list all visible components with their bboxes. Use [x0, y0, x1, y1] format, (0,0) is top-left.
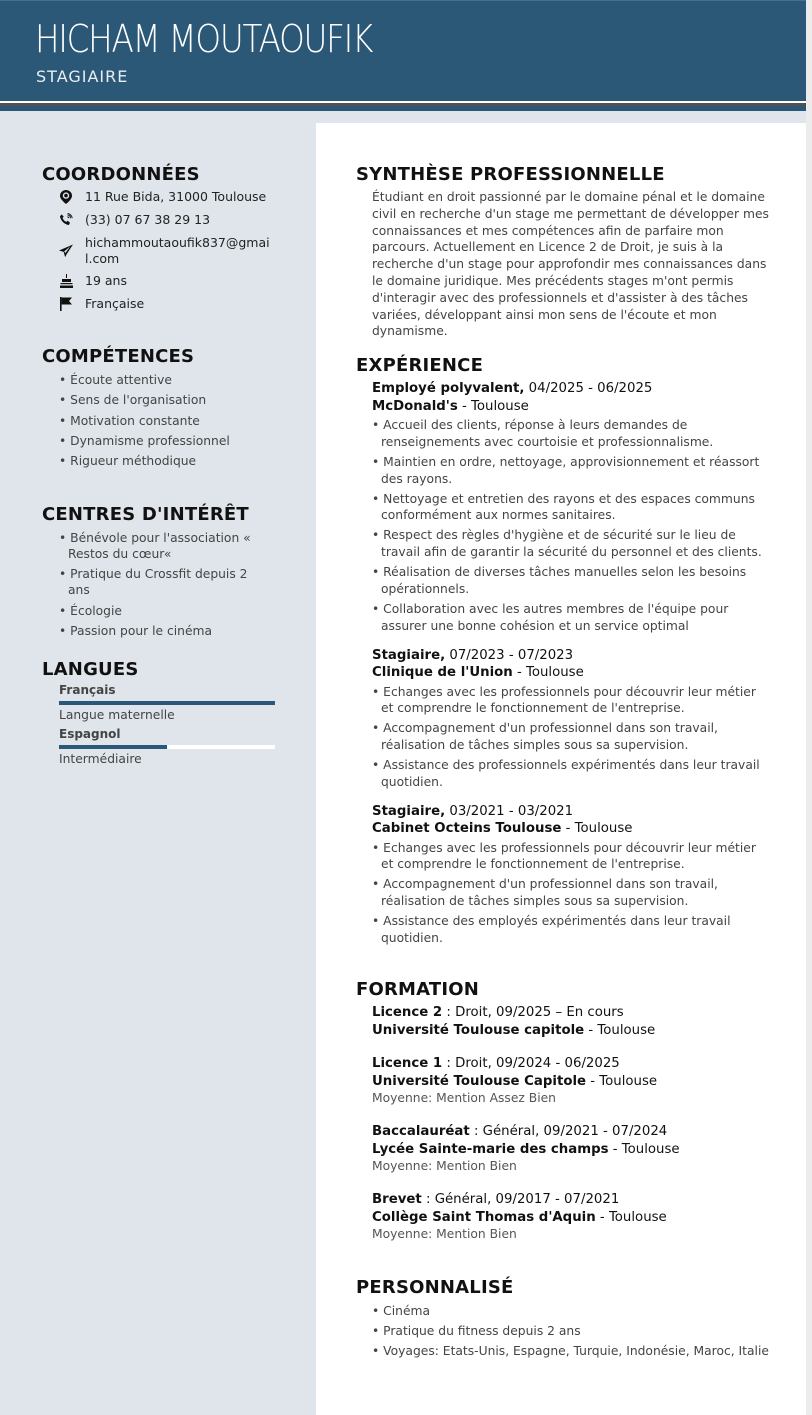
job-bullet: • Collaboration avec les autres membres de l'équipe pour assurer une bonne cohésion et un service optimal: [372, 601, 772, 635]
job-bullet: • Accompagnement d'un professionnel dans son travail, réalisation de tâches simples sous sa supervision.: [372, 876, 772, 910]
job-dates: 04/2025 - 06/2025: [524, 381, 653, 396]
education-degree-line: [372, 1055, 776, 1073]
education-detail: : Général, 09/2017 - 07/2021: [421, 1192, 620, 1207]
job-bullet: • Echanges avec les professionnels pour découvrir leur métier et comprendre le fonctionnement de l'entreprise.: [372, 840, 772, 874]
summary-text: Étudiant en droit passionné par le domaine pénal et le domaine civil en recherche d'un stage me permettant de développer mes connaissances et mes compétences afin de parfaire mon parcours. Actuellement en Licence 2 de Droit, je suis à la recherche d'un stage pour approfondir mes connaissances dans le domaine juridique. Mes précédents stages m'ont permis d'interagir avec des professionnels et d'assister à des tâches variées, développant ainsi mon sens de l'écoute et mon dynamisme.: [372, 190, 769, 339]
job-company-line: [372, 664, 776, 682]
flag-icon: [59, 296, 73, 312]
interest-item: • Bénévole pour l'association « Restos du cœur«: [59, 530, 259, 562]
education-degree: Licence 1: [372, 1056, 443, 1071]
interest-item: • Pratique du Crossfit depuis 2 ans: [59, 566, 259, 598]
job-bullet: • Accompagnement d'un professionnel dans son travail, réalisation de tâches simples sous sa supervision.: [372, 720, 772, 754]
contact-email: hichammoutaoufik837@gmail.com: [59, 235, 292, 267]
education-school: Université Toulouse capitole: [372, 1022, 585, 1038]
skill-item: • Motivation constante: [59, 413, 292, 429]
job-bullet: • Respect des règles d'hygiène et de sécurité sur le lieu de travail afin de garantir la sécurité du personnel et des clients.: [372, 527, 772, 561]
resume-header: [0, 0, 806, 101]
contact-address: 11 Rue Bida, 31000 Toulouse: [59, 189, 292, 205]
language-bar-fill: [59, 745, 167, 749]
education-entry: [356, 1191, 776, 1243]
job-company-line: [372, 398, 776, 416]
language-name: Espagnol: [59, 727, 121, 741]
contact-age: 19 ans: [59, 273, 292, 289]
education-school: Lycée Sainte-marie des champs: [372, 1141, 609, 1157]
job-entry: [356, 803, 776, 947]
job-bullet: • Réalisation de diverses tâches manuelles selon les besoins opérationnels.: [372, 564, 772, 598]
job-bullet: • Assistance des professionnels expérimentés dans leur travail quotidien.: [372, 757, 772, 791]
job-title-line: [372, 803, 776, 821]
education-detail: : Droit, 09/2024 - 06/2025: [442, 1056, 620, 1071]
skills-section: [42, 346, 292, 473]
experience-heading: EXPÉRIENCE: [356, 355, 484, 376]
experience-section: [356, 355, 776, 950]
job-city: - Toulouse: [457, 398, 529, 414]
interest-item: • Passion pour le cinéma: [59, 623, 259, 639]
custom-item: • Voyages: Etats-Unis, Espagne, Turquie, Indonésie, Maroc, Italie: [372, 1343, 772, 1360]
job-company: Clinique de l'Union: [372, 665, 513, 680]
job-dates: 03/2021 - 03/2021: [445, 803, 574, 819]
skills-list: [59, 372, 292, 469]
contact-section: [42, 164, 292, 312]
contact-heading: COORDONNÉES: [42, 164, 200, 185]
language-bar-fill: [59, 701, 275, 705]
job-entry: [356, 647, 776, 791]
job-bullet: • Accueil des clients, réponse à leurs demandes de renseignements avec courtoisie et professionnalisme.: [372, 417, 772, 451]
education-city: - Toulouse: [608, 1141, 680, 1157]
language-bar: [59, 745, 275, 749]
custom-section: [356, 1277, 776, 1363]
job-title-line: [372, 380, 776, 398]
job-bullet: • Assistance des employés expérimentés dans leur travail quotidien.: [372, 913, 772, 947]
language-name: Français: [59, 683, 116, 697]
contact-phone: (33) 07 67 38 29 13: [59, 212, 292, 228]
education-city: - Toulouse: [584, 1022, 656, 1038]
job-title-line: [372, 647, 776, 665]
education-detail: : Droit, 09/2025 – En cours: [442, 1005, 624, 1020]
send-icon: [59, 243, 73, 259]
summary-section: [356, 164, 776, 340]
custom-list: [372, 1303, 772, 1360]
education-degree: Licence 2: [372, 1005, 443, 1020]
skill-item: • Sens de l'organisation: [59, 392, 292, 408]
education-note: Moyenne: Mention Bien: [372, 1159, 517, 1173]
job-bullets: [372, 840, 772, 947]
education-school-line: [372, 1141, 776, 1159]
education-city: - Toulouse: [586, 1073, 658, 1089]
job-bullets: [372, 417, 772, 635]
interest-item: • Écologie: [59, 603, 259, 619]
education-entry: [356, 1004, 776, 1039]
interests-section: [42, 504, 292, 643]
page-edge: [806, 0, 812, 1415]
education-detail: : Général, 09/2021 - 07/2024: [469, 1124, 668, 1139]
language-level: Langue maternelle: [59, 708, 175, 722]
job-dates: 07/2023 - 07/2023: [445, 647, 574, 663]
job-bullet: • Nettoyage et entretien des rayons et des espaces communs conformément aux normes sanitaires.: [372, 491, 772, 525]
education-note: Moyenne: Mention Bien: [372, 1227, 517, 1241]
skill-item: • Écoute attentive: [59, 372, 292, 388]
job-company: McDonald's: [372, 398, 458, 414]
interests-heading: CENTRES D'INTÉRÊT: [42, 504, 249, 525]
education-school-line: [372, 1073, 776, 1091]
language-item: [42, 727, 292, 766]
education-city: - Toulouse: [595, 1209, 667, 1225]
candidate-title: STAGIAIRE: [36, 67, 129, 86]
job-role: Employé polyvalent,: [372, 381, 525, 396]
job-city: - Toulouse: [561, 821, 633, 837]
top-strip: [316, 111, 806, 123]
education-note: Moyenne: Mention Assez Bien: [372, 1091, 556, 1105]
education-entry: [356, 1123, 776, 1175]
summary-heading: SYNTHÈSE PROFESSIONNELLE: [356, 164, 665, 185]
education-degree: Baccalauréat: [372, 1124, 470, 1139]
skill-item: • Dynamisme professionnel: [59, 433, 292, 449]
education-heading: FORMATION: [356, 979, 480, 1000]
job-bullet: • Maintien en ordre, nettoyage, approvisionnement et réassort des rayons.: [372, 454, 772, 488]
languages-heading: LANGUES: [42, 659, 139, 680]
education-degree-line: [372, 1004, 776, 1022]
job-role: Stagiaire,: [372, 803, 446, 819]
education-school: Université Toulouse Capitole: [372, 1073, 587, 1089]
candidate-name: HICHAM MOUTAOUFIK: [35, 17, 373, 61]
education-entry: [356, 1055, 776, 1107]
skill-item: • Rigueur méthodique: [59, 453, 292, 469]
phone-icon: [59, 212, 73, 228]
location-pin-icon: [59, 189, 73, 205]
job-entry: [356, 380, 776, 635]
job-role: Stagiaire,: [372, 647, 446, 663]
education-degree-line: [372, 1123, 776, 1141]
custom-item: • Cinéma: [372, 1303, 772, 1320]
skills-heading: COMPÉTENCES: [42, 346, 195, 367]
job-company: Cabinet Octeins Toulouse: [372, 821, 562, 837]
education-school-line: [372, 1022, 776, 1040]
custom-item: • Pratique du fitness depuis 2 ans: [372, 1323, 772, 1340]
education-section: [356, 979, 776, 1243]
education-school: Collège Saint Thomas d'Aquin: [372, 1209, 596, 1225]
job-company-line: [372, 820, 776, 838]
job-city: - Toulouse: [512, 665, 584, 680]
language-bar: [59, 701, 275, 705]
education-degree: Brevet: [372, 1192, 422, 1207]
education-degree-line: [372, 1191, 776, 1209]
languages-section: [42, 659, 292, 766]
cake-icon: [59, 273, 73, 289]
language-level: Intermédiaire: [59, 752, 142, 766]
job-bullet: • Echanges avec les professionnels pour découvrir leur métier et comprendre le fonctionnement de l'entreprise.: [372, 684, 772, 718]
interests-list: [59, 530, 259, 639]
job-bullets: [372, 684, 772, 791]
education-school-line: [372, 1209, 776, 1227]
contact-nationality: Française: [59, 296, 292, 312]
custom-heading: PERSONNALISÉ: [356, 1277, 514, 1298]
language-item: [42, 683, 292, 722]
